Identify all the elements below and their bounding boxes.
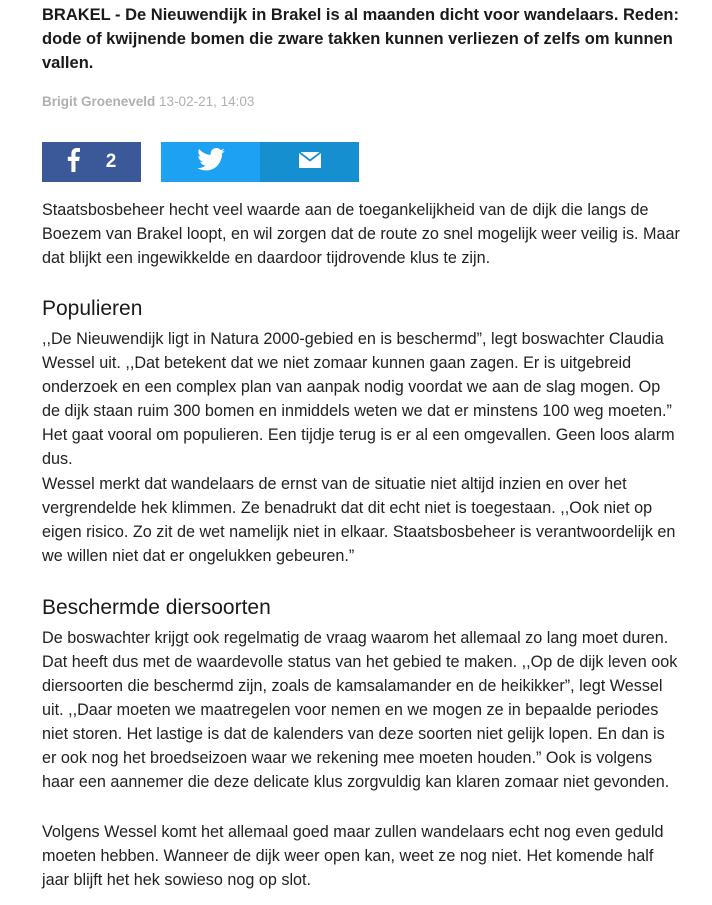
article-lead: BRAKEL - De Nieuwendijk in Brakel is al maanden dicht voor wandelaars. Reden: dode of kwijnende bomen die zware takken kunnen verliezen of zelfs om kunnen vallen.	[42, 6, 679, 72]
author-name: Brigit Groeneveld	[42, 94, 156, 109]
paragraph: De boswachter krijgt ook regelmatig de vraag waarom het allemaal zo lang moet duren. Dat heeft dus met de waardevolle status van het gebied te maken. ,,Op de dijk leven ook diersoorten die beschermd zijn, zoals de kamsalamander en de heikikker”, legt Wessel uit. ,,Daar moeten we maatregelen voor nemen en we mogen ze in bepaalde periodes niet storen. Het lastige is dat de kalenders van deze soorten niet gelijk lopen. En dan is er ook nog het broedseizoen waar we rekening mee moeten houden.” Ook is volgens haar een aannemer die deze delicate klus zorgvuldig kan klaren zomaar niet gevonden.	[42, 629, 678, 791]
facebook-share-button[interactable]	[42, 142, 141, 182]
paragraph: ,,De Nieuwendijk ligt in Natura 2000-gebied en is beschermd”, legt boswachter Claudia Wessel uit. ,,Dat betekent dat we niet zomaar kunnen gaan zagen. Er is uitgebreid onderzoek en een complex plan van aanpak nodig voordat we aan de slag mogen. Op de dijk staan ruim 300 bomen en inmiddels weten we dat er minstens 100 weg moeten.” Het gaat vooral om populieren. Een tijdje terug is er al een omgevallen. Geen loos alarm dus.	[42, 330, 675, 468]
paragraph: Wessel merkt dat wandelaars de ernst van de situatie niet altijd inzien en over het vergrendelde hek klimmen. Ze benadrukt dat dit echt niet is toegestaan. ,,Ook niet op eigen risico. Zo zit de wet namelijk niet in elkaar. Staatsbosbeheer is verantwoordelijk en we willen niet dat er ongelukken gebeuren.”	[42, 475, 676, 565]
facebook-share-count: 2	[105, 151, 117, 172]
byline	[42, 94, 254, 109]
facebook-icon	[67, 148, 80, 177]
share-bar	[42, 142, 362, 182]
email-share-button[interactable]	[260, 142, 359, 182]
paragraph: Staatsbosbeheer hecht veel waarde aan de toegankelijkheid van de dijk die langs de Boezem van Brakel loopt, en wil zorgen dat de route zo snel mogelijk weer veilig is. Maar dat blijkt een ingewikkelde en daardoor tijdrovende klus te zijn.	[42, 201, 680, 267]
section-heading: Beschermde diersoorten	[42, 596, 271, 619]
section-heading: Populieren	[42, 297, 143, 320]
twitter-share-button[interactable]	[161, 142, 260, 182]
twitter-icon	[197, 148, 225, 176]
envelope-icon	[299, 152, 321, 173]
publish-date: 13-02-21, 14:03	[159, 94, 255, 109]
paragraph: Volgens Wessel komt het allemaal goed maar zullen wandelaars echt nog even geduld moeten hebben. Wanneer de dijk weer open kan, weet ze nog niet. Het komende half jaar blijft het hek sowieso nog op slot.	[42, 823, 664, 889]
